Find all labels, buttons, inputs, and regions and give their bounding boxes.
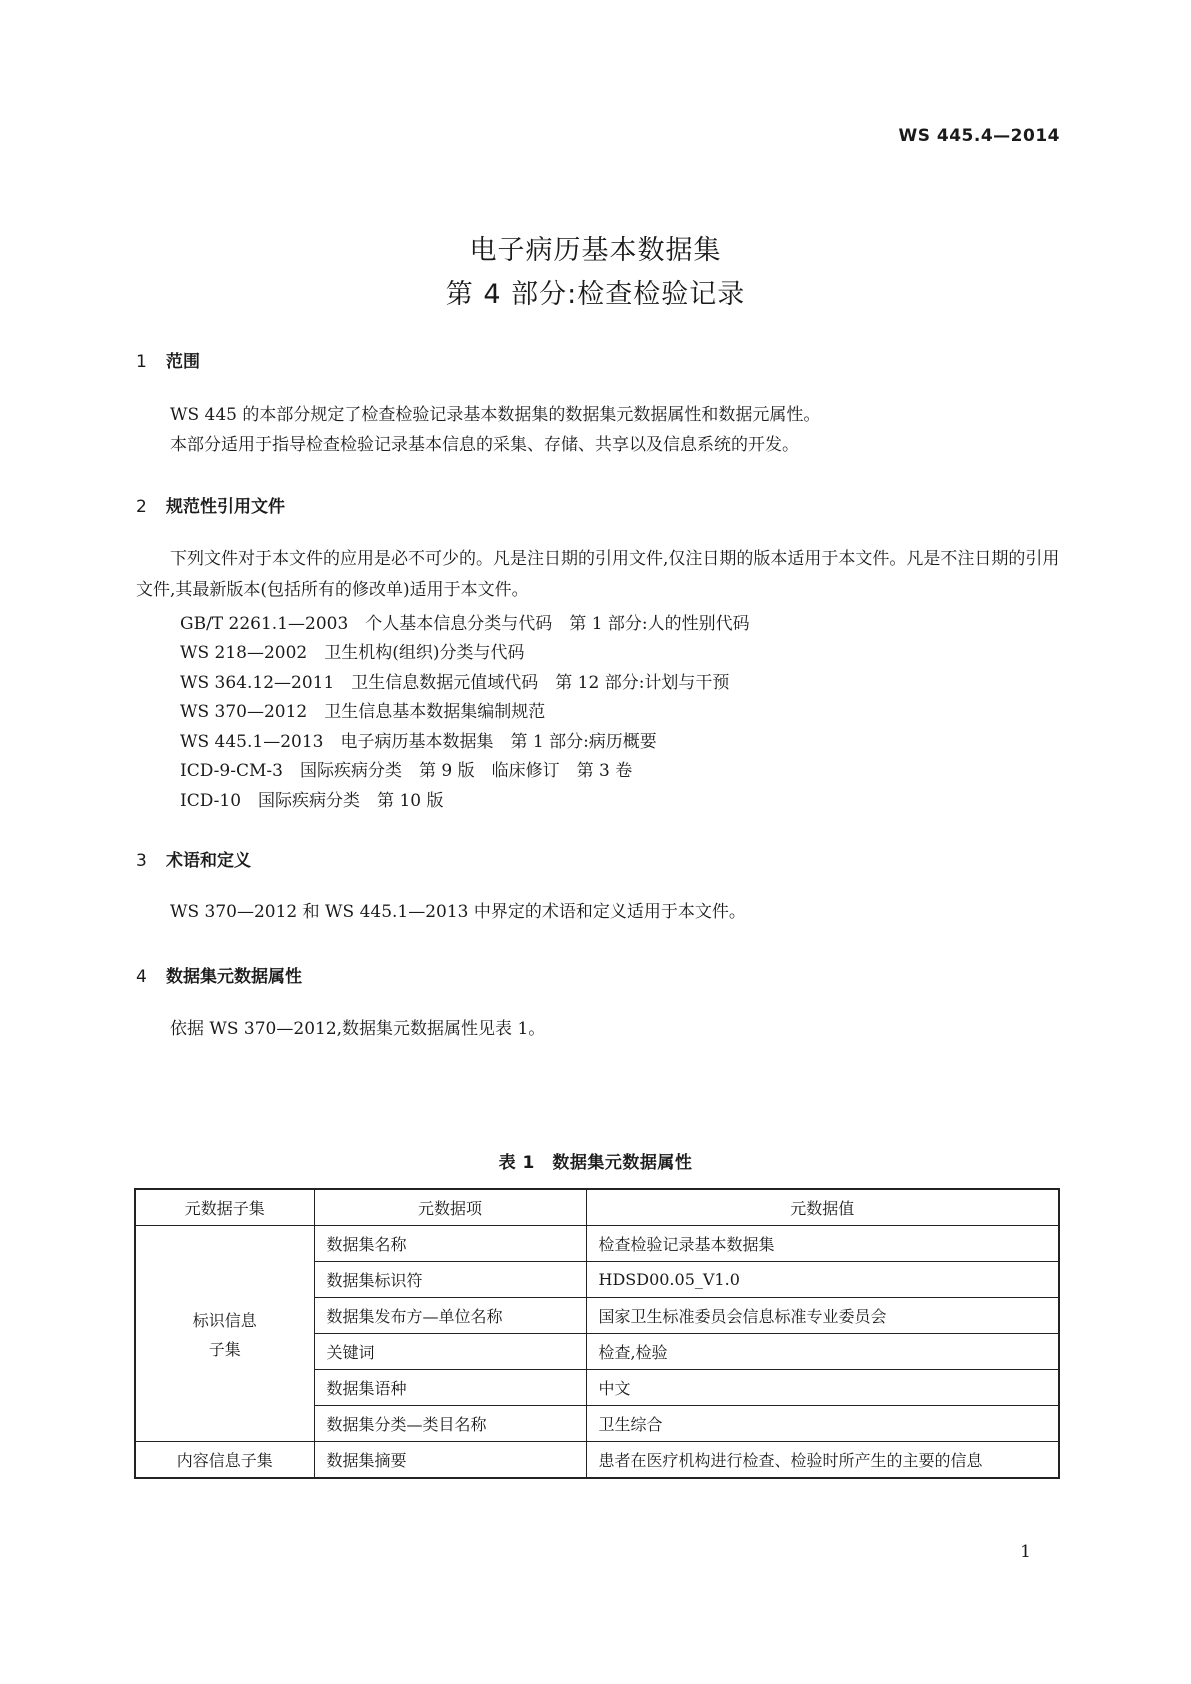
table-row [135, 1442, 1059, 1479]
value-cell: 检查检验记录基本数据集 [586, 1226, 1059, 1262]
table-header-cell: 元数据项 [314, 1189, 586, 1226]
standard-number: WS 445.4—2014 [898, 126, 1060, 146]
section-heading-4: 4 数据集元数据属性 [136, 967, 302, 987]
value-cell: 检查,检验 [586, 1334, 1059, 1370]
section-2-intro: 下列文件对于本文件的应用是必不可少的。凡是注日期的引用文件,仅注日期的版本适用于本文件。凡是不注日期的引用文件,其最新版本(包括所有的修改单)适用于本文件。 [136, 549, 1060, 600]
section-4-paragraph: 依据 WS 370—2012,数据集元数据属性见表 1。 [170, 1019, 546, 1039]
reference-item: WS 445.1—2013 电子病历基本数据集 第 1 部分:病历概要 [180, 732, 657, 752]
item-cell: 数据集语种 [314, 1370, 586, 1406]
value-cell: 患者在医疗机构进行检查、检验时所产生的主要的信息 [586, 1442, 1059, 1479]
reference-item: WS 370—2012 卫生信息基本数据集编制规范 [180, 702, 546, 722]
item-cell: 数据集摘要 [314, 1442, 586, 1479]
table-header-cell: 元数据值 [586, 1189, 1059, 1226]
table-header-cell: 元数据子集 [135, 1189, 314, 1226]
reference-item: WS 218—2002 卫生机构(组织)分类与代码 [180, 643, 525, 663]
item-cell: 数据集发布方—单位名称 [314, 1298, 586, 1334]
reference-item: ICD-9-CM-3 国际疾病分类 第 9 版 临床修订 第 3 卷 [180, 761, 633, 781]
item-cell: 数据集分类—类目名称 [314, 1406, 586, 1442]
reference-item: GB/T 2261.1—2003 个人基本信息分类与代码 第 1 部分:人的性别代码 [180, 614, 750, 634]
section-1-paragraph-1: WS 445 的本部分规定了检查检验记录基本数据集的数据集元数据属性和数据元属性。 [170, 405, 821, 425]
table-row [135, 1226, 1059, 1262]
page-number: 1 [1020, 1542, 1031, 1562]
section-heading-3: 3 术语和定义 [136, 851, 251, 871]
document-title: 电子病历基本数据集 [469, 235, 722, 266]
value-cell: 国家卫生标准委员会信息标准专业委员会 [586, 1298, 1059, 1334]
value-cell: 卫生综合 [586, 1406, 1059, 1442]
table-header-row [135, 1189, 1059, 1226]
table-caption: 表 1 数据集元数据属性 [498, 1153, 693, 1173]
reference-item: ICD-10 国际疾病分类 第 10 版 [180, 791, 444, 811]
value-cell: 中文 [586, 1370, 1059, 1406]
item-cell: 数据集标识符 [314, 1262, 586, 1298]
item-cell: 数据集名称 [314, 1226, 586, 1262]
subset-label-line: 子集 [208, 1339, 241, 1359]
subset-cell-identification [135, 1226, 314, 1442]
section-3-paragraph: WS 370—2012 和 WS 445.1—2013 中界定的术语和定义适用于本文件。 [170, 902, 746, 922]
section-1-paragraph-2: 本部分适用于指导检查检验记录基本信息的采集、存储、共享以及信息系统的开发。 [170, 435, 799, 455]
subset-cell-content: 内容信息子集 [135, 1442, 314, 1479]
reference-item: WS 364.12—2011 卫生信息数据元值域代码 第 12 部分:计划与干预 [180, 673, 730, 693]
section-heading-1: 1 范围 [136, 352, 200, 372]
document-subtitle: 第 4 部分:检查检验记录 [445, 279, 746, 310]
value-cell: HDSD00.05_V1.0 [586, 1262, 1059, 1298]
section-heading-2: 2 规范性引用文件 [136, 497, 285, 517]
subset-label-line: 标识信息 [192, 1310, 257, 1330]
metadata-table [134, 1188, 1060, 1479]
item-cell: 关键词 [314, 1334, 586, 1370]
